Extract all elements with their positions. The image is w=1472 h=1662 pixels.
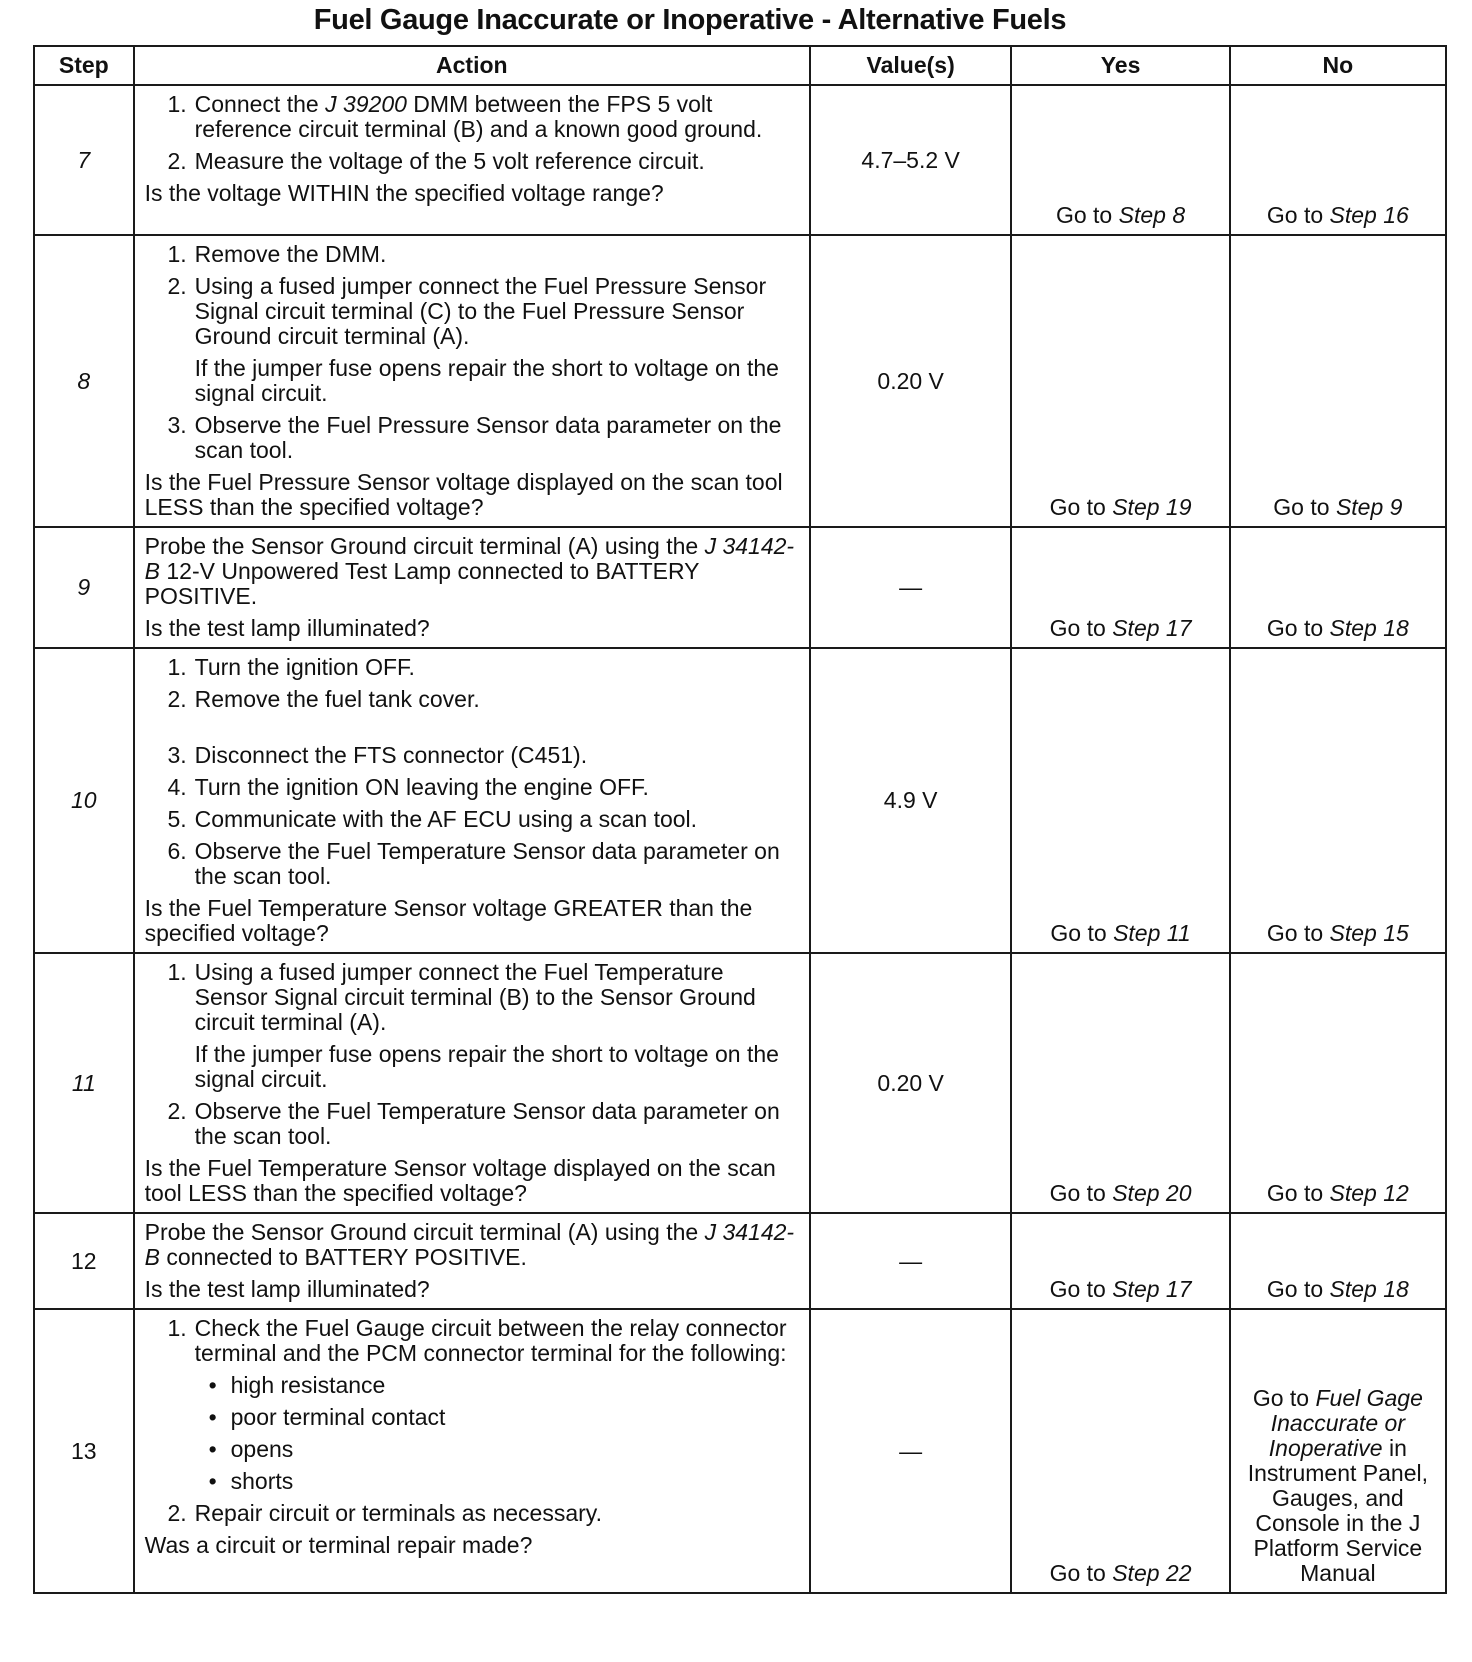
action-item: 1. Using a fused jumper connect the Fuel Temperature Sensor Signal circuit terminal (B) to the Sensor Ground circuit terminal (A). [167,959,756,1035]
yes-cell: Go to Step 19 [1011,235,1229,527]
diagnostic-table [33,45,1447,1594]
yes-cell: Go to Step 22 [1011,1309,1229,1593]
header-yes: Yes [1011,46,1229,85]
no-cell: Go to Step 18 [1230,1213,1446,1309]
action-question: Is the test lamp illuminated? [144,615,430,641]
action-cell [134,85,810,235]
action-text: Probe the Sensor Ground circuit terminal (A) using the J 34142-B connected to BATTERY POSITIVE. [144,1219,795,1270]
table-row-step-10 [34,648,1446,953]
step-link: Step 17 [1112,1276,1192,1302]
action-item: 6. Observe the Fuel Temperature Sensor data parameter on the scan tool. [167,838,780,889]
yes-cell: Go to Step 11 [1011,648,1229,953]
action-item: 1. Remove the DMM. [167,241,387,267]
action-question: Is the Fuel Pressure Sensor voltage displayed on the scan tool LESS than the specified voltage? [144,469,783,520]
action-item: 2. Observe the Fuel Temperature Sensor data parameter on the scan tool. [167,1098,780,1149]
step-link: Step 19 [1112,494,1192,520]
step-number: 8 [34,235,134,527]
step-number: 12 [34,1213,134,1309]
action-item: 5. Communicate with the AF ECU using a scan tool. [167,806,698,832]
header-action: Action [134,46,810,85]
value-cell: 0.20 V [810,235,1011,527]
action-question: Is the test lamp illuminated? [144,1276,430,1302]
step-number: 13 [34,1309,134,1593]
step-link: Step 17 [1112,615,1192,641]
header-step: Step [34,46,134,85]
no-cell: Go to Step 15 [1230,648,1446,953]
table-row-step-9 [34,527,1446,648]
value-cell: 4.7–5.2 V [810,85,1011,235]
step-link: Step 9 [1335,494,1403,520]
step-number: 7 [34,85,134,235]
value-cell: — [810,1213,1011,1309]
value-cell: 0.20 V [810,953,1011,1213]
bullet-icon: • [208,1436,217,1462]
bullet-item: • poor terminal contact [208,1404,446,1430]
action-item: 1. Connect the J 39200 DMM between the FPS 5 volt reference circuit terminal (B) and a known good ground. [167,91,763,142]
action-cell [134,1213,810,1309]
step-number: 10 [34,648,134,953]
action-item: 2. Remove the fuel tank cover. [167,686,480,712]
value-cell: — [810,527,1011,648]
table-row-step-8 [34,235,1446,527]
header-no: No [1230,46,1446,85]
action-item: 2. Repair circuit or terminals as necessary. [167,1500,602,1526]
no-cell: Go to Fuel Gage Inaccurate or Inoperative in Instrument Panel, Gauges, and Console in the J Platform Service Manual [1230,1309,1446,1593]
action-item: 2. Using a fused jumper connect the Fuel Pressure Sensor Signal circuit terminal (C) to the Fuel Pressure Sensor Ground circuit terminal (A). [167,273,767,349]
step-link: Step 8 [1118,202,1186,228]
action-cell [134,527,810,648]
action-cell [134,648,810,953]
table-header-row [34,46,1446,85]
step-link: Step 18 [1329,615,1409,641]
no-cell: Go to Step 12 [1230,953,1446,1213]
action-cell [134,1309,810,1593]
yes-cell: Go to Step 17 [1011,1213,1229,1309]
action-note: If the jumper fuse opens repair the short to voltage on the signal circuit. [194,1041,779,1092]
step-number: 11 [34,953,134,1213]
action-item: 1. Check the Fuel Gauge circuit between the relay connector terminal and the PCM connector terminal for the following: [167,1315,787,1366]
bullet-item: • shorts [208,1468,294,1494]
action-item: 1. Turn the ignition OFF. [167,654,415,680]
value-cell: 4.9 V [810,648,1011,953]
action-item: 4. Turn the ignition ON leaving the engine OFF. [167,774,649,800]
tool-reference: J 39200 [325,91,407,117]
table-row-step-11 [34,953,1446,1213]
no-cell: Go to Step 16 [1230,85,1446,235]
value-cell: — [810,1309,1011,1593]
table-row-step-13 [34,1309,1446,1593]
no-cell: Go to Step 9 [1230,235,1446,527]
action-note: If the jumper fuse opens repair the short to voltage on the signal circuit. [194,355,779,406]
tool-reference: J 34142-B [144,533,795,584]
step-link: Step 12 [1329,1180,1409,1206]
step-number: 9 [34,527,134,648]
action-cell [134,235,810,527]
bullet-icon: • [208,1404,217,1430]
bullet-icon: • [208,1468,217,1494]
step-link: Step 16 [1329,202,1409,228]
action-question: Is the voltage WITHIN the specified voltage range? [144,180,664,206]
tool-reference: J 34142-B [144,1219,795,1270]
page-title: Fuel Gauge Inaccurate or Inoperative - Alternative Fuels [313,4,1067,36]
manual-reference: Fuel Gage Inaccurate or Inoperative [1268,1385,1423,1461]
yes-cell: Go to Step 20 [1011,953,1229,1213]
action-item: 3. Disconnect the FTS connector (C451). [167,742,588,768]
header-values: Value(s) [810,46,1011,85]
step-link: Step 15 [1329,920,1409,946]
action-item: 3. Observe the Fuel Pressure Sensor data parameter on the scan tool. [167,412,782,463]
step-link: Step 22 [1112,1560,1192,1586]
step-link: Step 20 [1112,1180,1192,1206]
action-cell [134,953,810,1213]
table-row-step-12 [34,1213,1446,1309]
table-row-step-7 [34,85,1446,235]
action-item: 2. Measure the voltage of the 5 volt reference circuit. [167,148,705,174]
bullet-icon: • [208,1372,217,1398]
bullet-item: • high resistance [208,1372,386,1398]
action-question: Is the Fuel Temperature Sensor voltage GREATER than the specified voltage? [144,895,753,946]
yes-cell: Go to Step 8 [1011,85,1229,235]
action-text: Probe the Sensor Ground circuit terminal (A) using the J 34142-B 12-V Unpowered Test Lamp connected to BATTERY POSITIVE. [144,533,795,609]
no-cell: Go to Step 18 [1230,527,1446,648]
yes-cell: Go to Step 17 [1011,527,1229,648]
step-link: Step 18 [1329,1276,1409,1302]
bullet-item: • opens [208,1436,294,1462]
step-link: Step 11 [1113,920,1191,946]
action-question: Was a circuit or terminal repair made? [144,1532,533,1558]
action-question: Is the Fuel Temperature Sensor voltage displayed on the scan tool LESS than the specified voltage? [144,1155,776,1206]
